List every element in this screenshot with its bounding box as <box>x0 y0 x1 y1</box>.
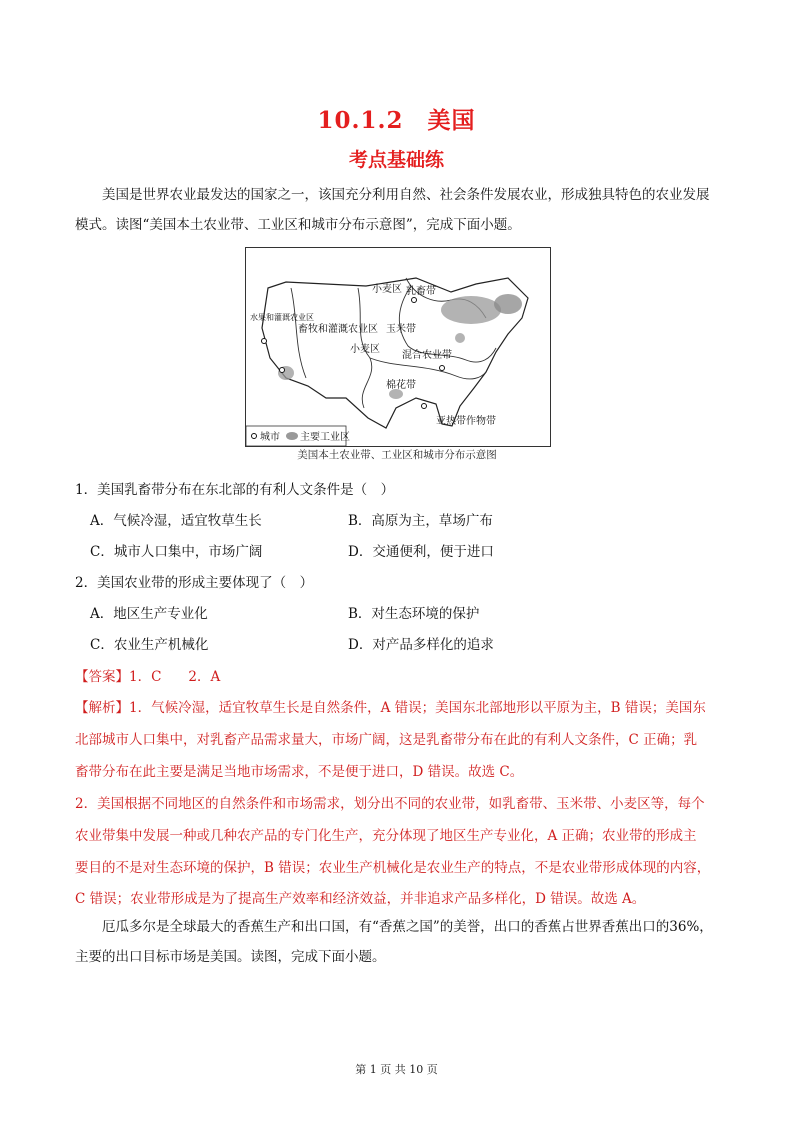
analysis-label: 【解析】 <box>75 700 129 716</box>
city-marker <box>422 404 427 409</box>
legend-industry-symbol <box>286 432 298 440</box>
answer-line: 【答案】1．C 2．A <box>75 669 221 685</box>
legend-city-label: 城市 <box>260 432 280 443</box>
q1-option-a: A．气候冷湿，适宜牧草生长 <box>90 513 262 529</box>
analysis-1-line-2: 北部城市人口集中，对乳畜产品需求量大，市场广阔，这是乳畜带分布在此的有利人文条件，C 正确；乳 <box>75 732 698 748</box>
label-cotton: 棉花带 <box>386 380 416 391</box>
label-ranch: 畜牧和灌溉农业区 <box>298 324 378 335</box>
industry-zone-northeast <box>494 294 522 314</box>
analysis-2-line-4: C 错误；农业带形成是为了提高生产效率和经济效益，并非追求产品多样化，D 错误。故选 A。 <box>75 891 646 907</box>
industry-zone-south <box>455 333 465 343</box>
q1-option-d: D．交通便利，便于进口 <box>348 544 494 560</box>
q1-option-b: B．高原为主，草场广布 <box>348 513 493 529</box>
label-dairy: 乳畜带 <box>406 286 436 297</box>
analysis-1-line-1 <box>75 696 706 716</box>
intro-paragraph-2: 厄瓜多尔是全球最大的香蕉生产和出口国，有“香蕉之国”的美誉，出口的香蕉占世界香蕉出口的36%，主要的出口目标市场是美国。读图，完成下面小题。 <box>75 919 713 965</box>
q1-option-c: C．城市人口集中，市场广阔 <box>90 544 263 560</box>
analysis-1-line-3: 畜带分布在此主要是满足当地市场需求，不是便于进口，D 错误。故选 C。 <box>75 764 524 780</box>
intro-paragraph: 美国是世界农业最发达的国家之一，该国充分利用自然、社会条件发展农业，形成独具特色的农业发展模式。读图“美国本土农业带、工业区和城市分布示意图”，完成下面小题。 <box>75 187 710 233</box>
legend-city-symbol <box>252 434 257 439</box>
label-wheat-north: 小麦区 <box>372 284 402 295</box>
label-subtropical: 亚热带作物带 <box>436 416 496 427</box>
analysis-text: 1．气候冷湿，适宜牧草生长是自然条件，A 错误；美国东北部地形以平原为主，B 错误；美国东 <box>129 700 706 716</box>
q2-option-c: C．农业生产机械化 <box>90 637 209 653</box>
label-west-coast: 水果和灌溉农业区 <box>250 313 314 322</box>
city-marker <box>262 339 267 344</box>
analysis-2-line-1: 2．美国根据不同地区的自然条件和市场需求，划分出不同的农业带，如乳畜带、玉米带、小麦区等，每个 <box>75 796 705 812</box>
industry-zone-northeast <box>441 296 501 324</box>
section-subtitle: 考点基础练 <box>348 149 444 171</box>
label-corn: 玉米带 <box>386 324 416 335</box>
label-wheat-south: 小麦区 <box>350 344 380 355</box>
us-agriculture-map <box>245 247 551 447</box>
page-footer: 第 1 页 共 10 页 <box>355 1063 438 1076</box>
analysis-2-line-3: 要目的不是对生态环境的保护，B 错误；农业生产机械化是农业生产的特点，不是农业带形成体现的内容， <box>75 860 711 876</box>
page-title: 10.1.2 美国 <box>317 107 476 134</box>
map-svg <box>246 248 550 446</box>
question-2-stem: 2．美国农业带的形成主要体现了（ ） <box>75 575 314 591</box>
label-mixed: 混合农业带 <box>402 350 452 361</box>
q2-option-a: A．地区生产专业化 <box>90 606 208 622</box>
legend-industry-label: 主要工业区 <box>300 432 350 443</box>
city-marker <box>280 368 285 373</box>
figure-caption: 美国本土农业带、工业区和城市分布示意图 <box>297 449 497 461</box>
q2-option-b: B．对生态环境的保护 <box>348 606 480 622</box>
question-1-stem: 1．美国乳畜带分布在东北部的有利人文条件是（ ） <box>75 482 395 498</box>
q2-option-d: D．对产品多样化的追求 <box>348 637 494 653</box>
city-marker <box>440 366 445 371</box>
city-marker <box>412 298 417 303</box>
analysis-2-line-2: 农业带集中发展一种或几种农产品的专门化生产，充分体现了地区生产专业化，A 正确；农业带的形成主 <box>75 828 697 844</box>
